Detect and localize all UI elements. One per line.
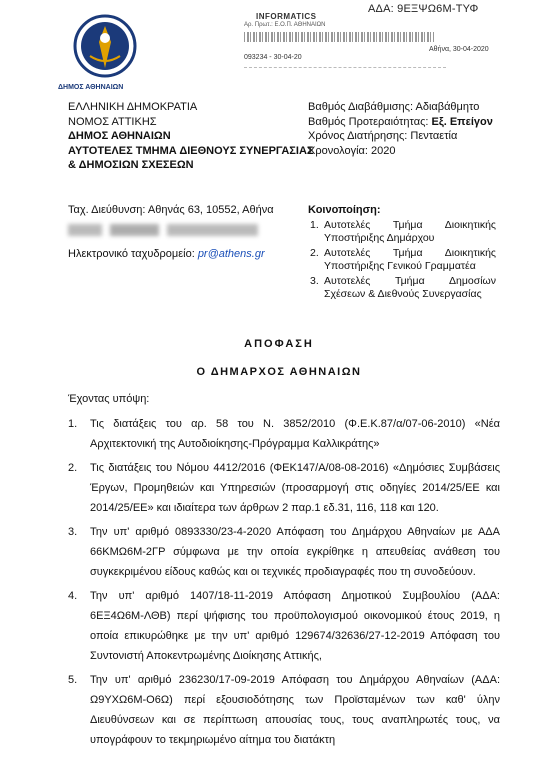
list-number: 3.	[68, 526, 78, 538]
list-number: 4.	[68, 590, 78, 602]
list-text: Την υπ' αριθμό 1407/18-11-2019 Απόφαση Δημοτικού Συμβουλίου (ΑΔΑ: 6ΕΞ4Ω6Μ-ΛΘΒ) περί ψήφισης του προϋπολογισμού οικονομικού έτους 2019, η οποία επικυρώθηκε με την υπ' αριθμό 129674/32636/27-12-2019 Απόφαση του Συντονιστή Αποκεντρωμένης Διοίκησης Αττικής,	[90, 590, 500, 662]
list-item	[68, 670, 500, 750]
retention: Χρόνος Διατήρησης: Πενταετία	[308, 130, 458, 142]
list-text: Τις διατάξεις του Νόμου 4412/2016 (ΦΕΚ147/Α/08-08-2016) «Δημόσιες Συμβάσεις Έργων, Προμηθειών και Υπηρεσιών (προσαρμογή στις οδηγίες 2014/25/ΕΕ και 2014/25/ΕΕ» και ιδιαίτερα των άρθρων 2 παρ.1 εδ.31, 116, 118 και 120.	[90, 462, 500, 514]
issuer-line: & ΔΗΜΟΣΙΩΝ ΣΧΕΣΕΩΝ	[68, 159, 194, 171]
list-text: Αυτοτελές Τμήμα Διοικητικής Υποστήριξης Γενικού Γραμματέα	[324, 247, 496, 272]
list-text: Την υπ' αριθμό 0893330/23-4-2020 Απόφαση του Δημάρχου Αθηναίων με ΑΔΑ 66ΚΜΩ6Μ-2ΓΡ σύμφωνα με την οποία εγκρίθηκε η απευθείας ανάθεση του συγκεκριμένου είδους καθώς και οι τεχνικές προδιαγραφές που τη συνοδεύουν.	[90, 526, 500, 578]
year: Χρονολογία: 2020	[308, 144, 396, 157]
email-link[interactable]: pr@athens.gr	[197, 248, 265, 260]
stamp-line: Αρ. Πρωτ.: Ε.Ο.Π. ΑΘΗΝΑΙΩΝ	[244, 22, 326, 28]
list-item	[68, 458, 500, 518]
list-text: Αυτοτελές Τμήμα Δημοσίων Σχέσεων & Διεθνούς Συνεργασίας	[324, 275, 496, 300]
list-number: 5.	[68, 674, 78, 686]
list-item	[68, 522, 500, 582]
ada-code: ΑΔΑ: 9ΕΞΨΩ6Μ-ΤΥΦ	[368, 3, 479, 15]
having-regard: Έχοντας υπόψη:	[68, 393, 150, 405]
issuer-line: ΔΗΜΟΣ ΑΘΗΝΑΙΩΝ	[68, 130, 171, 142]
notification-list	[310, 219, 496, 303]
classification-value: Αδιαβάθμητο	[415, 101, 480, 113]
email-row	[68, 248, 265, 260]
mayor-title: Ο ΔΗΜΑΡΧΟΣ ΑΘΗΝΑΙΩΝ	[196, 366, 362, 378]
logo-caption: ΔΗΜΟΣ ΑΘΗΝΑΙΩΝ	[58, 84, 124, 91]
list-item	[68, 586, 500, 666]
priority-row	[308, 115, 493, 130]
list-text: Αυτοτελές Τμήμα Διοικητικής Υποστήριξης Δημάρχου	[324, 219, 496, 244]
issuer-line: ΝΟΜΟΣ ΑΤΤΙΚΗΣ	[68, 115, 157, 128]
list-number: 1.	[310, 219, 319, 231]
priority-value: Εξ. Επείγον	[431, 115, 493, 128]
issuer-line: ΕΛΛΗΝΙΚΗ ΔΗΜΟΚΡΑΤΙΑ	[68, 101, 198, 113]
redacted-text	[68, 224, 258, 236]
list-item	[310, 219, 496, 245]
stamp-date: Αθήνα, 30-04-2020	[429, 46, 489, 53]
stamp-number: 093234 - 30-04-20	[244, 54, 302, 61]
decision-title: ΑΠΟΦΑΣΗ	[244, 338, 314, 350]
list-number: 2.	[68, 462, 78, 474]
classification-label: Βαθμός Διαβάθμισης:	[308, 101, 414, 113]
list-item	[310, 247, 496, 273]
issuer-line: ΑΥΤΟΤΕΛΕΣ ΤΜΗΜΑ ΔΙΕΘΝΟΥΣ ΣΥΝΕΡΓΑΣΙΑΣ	[68, 144, 314, 157]
stamp-title: INFORMATICS	[256, 12, 317, 21]
protocol-stamp	[244, 12, 446, 68]
priority-label: Βαθμός Προτεραιότητας:	[308, 115, 429, 128]
list-number: 1.	[68, 418, 78, 430]
barcode	[244, 32, 434, 42]
list-item	[68, 414, 500, 454]
list-item	[310, 275, 496, 301]
notification-title: Κοινοποίηση:	[308, 204, 381, 216]
considerations-list	[68, 414, 500, 754]
issuer-block	[68, 100, 314, 173]
list-number: 3.	[310, 275, 319, 287]
postal-address: Ταχ. Διεύθυνση: Αθηνάς 63, 10552, Αθήνα	[68, 204, 274, 216]
document-meta	[308, 100, 493, 158]
municipality-logo	[70, 8, 140, 94]
list-text: Την υπ' αριθμό 236230/17-09-2019 Απόφαση του Δημάρχου Αθηναίων (ΑΔΑ: Ω9ΥΧΩ6Μ-Ο6Ω) περί εξουσιοδότησης των Προϊσταμένων των καθ' ύλην Διευθύνσεων και σε περίπτωση απουσίας τους, τους αναπληρωτές τους, να υπογράφουν το τεκμηριωμένο αίτημα του διατάκτη	[90, 674, 500, 746]
email-label: Ηλεκτρονικό ταχυδρομείο:	[68, 248, 195, 260]
classification-row	[308, 100, 493, 115]
list-text: Τις διατάξεις του αρ. 58 του Ν. 3852/2010 (Φ.Ε.Κ.87/α/07-06-2010) «Νέα Αρχιτεκτονική της Αυτοδιοίκησης-Πρόγραμμα Καλλικράτης»	[90, 418, 500, 450]
list-number: 2.	[310, 247, 319, 259]
